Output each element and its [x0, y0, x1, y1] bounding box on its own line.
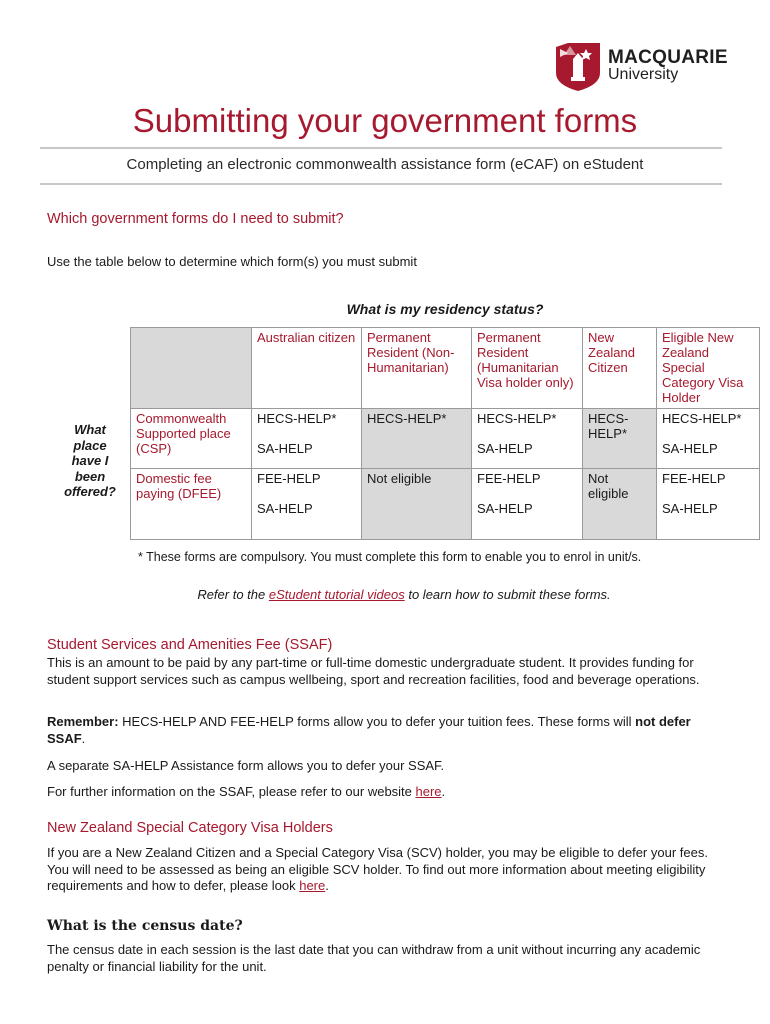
side-label-line: offered?	[64, 484, 116, 499]
cell-line: SA-HELP	[477, 501, 533, 516]
page-title: Submitting your government forms	[132, 102, 638, 139]
census-description: The census date in each session is the last date that you can withdraw from a unit without incurring any academic penalty or financial liability for the unit.	[47, 942, 701, 974]
section-intro: Use the table below to determine which form(s) you must submit	[47, 254, 417, 269]
side-label-line: have I	[71, 453, 109, 468]
section-heading-ssaf: Student Services and Amenities Fee (SSAF)	[47, 637, 333, 653]
refer-suffix: to learn how to submit these forms.	[404, 587, 611, 602]
residency-table	[130, 327, 760, 540]
table-side-label	[58, 422, 122, 500]
side-label-line: been	[74, 468, 106, 484]
table-cell	[362, 469, 472, 540]
cell-spacer	[257, 486, 356, 501]
header-nz-scv-holder: Eligible New Zealand Special Category Visa Holder	[657, 328, 760, 409]
cell-line: HECS-HELP*	[662, 411, 742, 426]
cell-line: SA-HELP	[662, 501, 718, 516]
table-row	[131, 409, 760, 469]
row-label-csp: Commonwealth Supported place (CSP)	[131, 409, 252, 469]
table-cell	[583, 469, 657, 540]
side-label-line: What	[74, 422, 106, 437]
table-cell	[252, 469, 362, 540]
side-label-line: place	[73, 437, 107, 453]
table-row	[131, 469, 760, 540]
estudent-tutorial-link[interactable]: eStudent tutorial videos	[268, 587, 405, 602]
cell-spacer	[257, 426, 356, 441]
cell-line: HECS-HELP*	[588, 411, 629, 441]
row-label-dfee: Domestic fee paying (DFEE)	[131, 469, 252, 540]
cell-spacer	[662, 426, 754, 441]
cell-line: Not eligible	[588, 471, 629, 501]
cell-line: SA-HELP	[662, 441, 718, 456]
table-cell	[657, 409, 760, 469]
cell-line: FEE-HELP	[477, 471, 541, 486]
remember-bold: not defer SSAF	[47, 714, 691, 746]
nz-eligibility-link[interactable]: here	[299, 878, 326, 893]
cell-line: HECS-HELP*	[477, 411, 557, 426]
header-nz-citizen: New Zealand Citizen	[583, 328, 657, 409]
header-pr-humanitarian: Permanent Resident (Humanitarian Visa holder only)	[472, 328, 583, 409]
shield-crest-icon	[556, 43, 602, 91]
logo-subword: University	[608, 66, 679, 83]
cell-spacer	[477, 426, 577, 441]
cell-line: SA-HELP	[257, 441, 313, 456]
ssaf-remember	[47, 714, 727, 747]
section-heading-census: What is the census date?	[47, 918, 243, 934]
table-cell	[252, 409, 362, 469]
further-info-text: For further information on the SSAF, please refer to our website	[47, 784, 416, 799]
cell-line: Not eligible	[367, 471, 432, 486]
remember-label: Remember:	[47, 714, 119, 729]
title-divider	[40, 147, 722, 149]
table-cell	[583, 409, 657, 469]
logo-wordmark: MACQUARIE	[608, 47, 728, 68]
refer-line	[0, 587, 770, 602]
cell-line: SA-HELP	[477, 441, 533, 456]
further-info-suffix: .	[441, 784, 446, 799]
table-title: What is my residency status?	[346, 301, 544, 317]
table-footnote: * These forms are compulsory. You must complete this form to enable you to enrol in unit/s.	[138, 550, 642, 564]
page-subtitle: Completing an electronic commonwealth assistance form (eCAF) on eStudent	[126, 156, 644, 173]
table-cell	[657, 469, 760, 540]
ssaf-sa-help-note: A separate SA-HELP Assistance form allows you to defer your SSAF.	[47, 758, 445, 773]
cell-line: HECS-HELP*	[367, 411, 447, 426]
remember-end: .	[81, 730, 86, 746]
refer-prefix: Refer to the	[197, 587, 269, 602]
nz-description	[47, 845, 727, 895]
ssaf-description: This is an amount to be paid by any part-time or full-time domestic undergraduate student. It provides funding for student support services such as campus wellbeing, sport and recreation facilities, food and beverage operations.	[47, 655, 700, 687]
cell-spacer	[477, 486, 577, 501]
cell-line: FEE-HELP	[662, 471, 726, 486]
remember-text: HECS-HELP AND FEE-HELP forms allow you to defer your tuition fees. These forms will	[118, 714, 636, 729]
cell-line: SA-HELP	[257, 501, 313, 516]
ssaf-website-link[interactable]: here	[415, 784, 442, 799]
cell-line: HECS-HELP*	[257, 411, 337, 426]
section-heading-nz: New Zealand Special Category Visa Holders	[47, 820, 333, 836]
nz-text: If you are a New Zealand Citizen and a Special Category Visa (SCV) holder, you may be eligible to defer your fees. You will need to be assessed as being an eligible SCV holder. To find out more information about meeting eligibility requirements and how to defer, please look	[47, 845, 708, 893]
table-corner-cell	[131, 328, 252, 409]
section-heading-forms: Which government forms do I need to submit?	[47, 211, 344, 227]
cell-spacer	[662, 486, 754, 501]
ssaf-further-info	[47, 784, 727, 801]
cell-line: FEE-HELP	[257, 471, 321, 486]
nz-suffix: .	[325, 878, 329, 893]
header-australian-citizen: Australian citizen	[252, 328, 362, 409]
table-header-row	[131, 328, 760, 409]
table-cell	[362, 409, 472, 469]
table-cell	[472, 469, 583, 540]
subtitle-divider	[40, 183, 722, 185]
header-pr-non-humanitarian: Permanent Resident (Non-Humanitarian)	[362, 328, 472, 409]
macquarie-logo	[556, 43, 728, 91]
table-cell	[472, 409, 583, 469]
